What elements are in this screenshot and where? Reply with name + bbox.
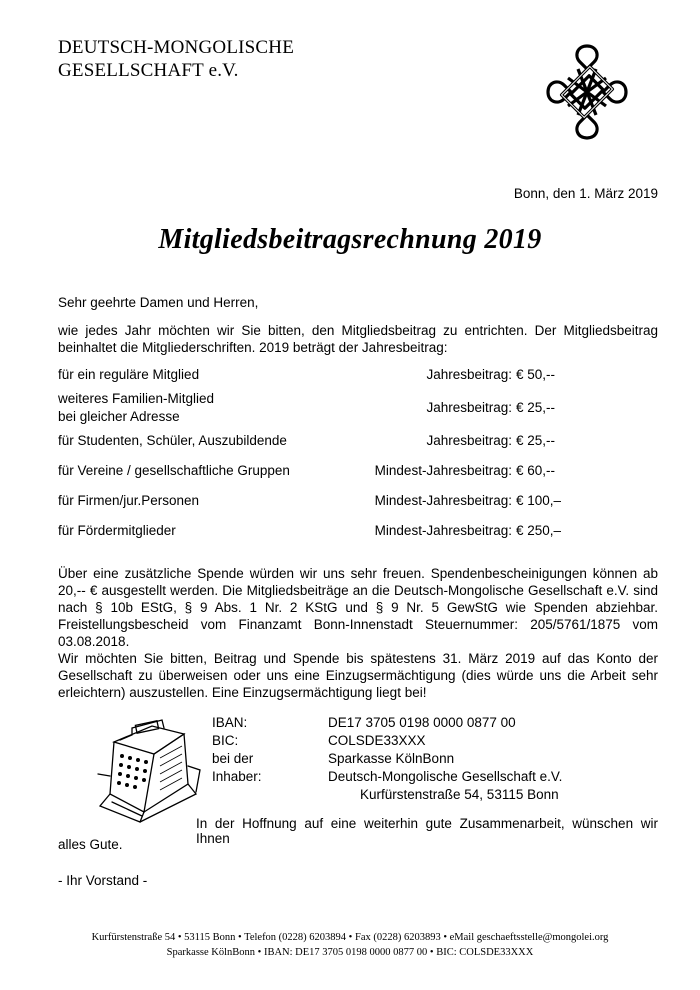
fee-row-name: für Studenten, Schüler, Auszubildende: [58, 433, 287, 448]
donation-paragraph: Über eine zusätzliche Spende würden wir uns sehr freuen. Spendenbescheinigungen können ab 20,-- € ausgestellt werden. Die Mitgliedsbeiträge an die Deutsch-Mongolische Gesellschaft e.V. sind nach § 10b EStG, § 9 Abs. 1 Nr. 2 KStG und § 9 Nr. 5 GewStG wie Spenden abziehbar. Freistellungsbescheid vom Finanzamt Bonn-Innenstadt Steuernummer: 205/5761/1875 vom 03.08.2018.: [58, 566, 658, 649]
fee-row-amount: € 25,--: [516, 400, 556, 415]
fee-row-amount: € 50,--: [516, 367, 556, 382]
closing-line: In der Hoffnung auf eine weiterhin gute Zusammenarbeit, wünschen wir Ihnen: [196, 816, 658, 846]
signature: - Ihr Vorstand -: [58, 873, 148, 888]
fee-row-name: für Vereine / gesellschaftliche Gruppen: [58, 463, 290, 478]
owner-label: Inhaber:: [212, 769, 262, 784]
fee-row-name: für Fördermitglieder: [58, 523, 176, 538]
intro-paragraph: wie jedes Jahr möchten wir Sie bitten, den Mitgliedsbeitrag zu entrichten. Der Mitgliedsbeitrag beinhaltet die Mitgliederschriften. 2019 beträgt der Jahresbeitrag:: [58, 323, 658, 355]
fee-row-amount: € 60,--: [516, 463, 556, 478]
cash-register-icon: [92, 714, 202, 824]
closing-line-end: alles Gute.: [58, 837, 123, 852]
organization-name-line2: GESELLSCHAFT e.V.: [58, 60, 239, 81]
fee-row-label: Jahresbeitrag:: [426, 433, 512, 448]
fee-row-name-line2: bei gleicher Adresse: [58, 409, 180, 424]
document-title: Mitgliedsbeitragsrechnung 2019: [158, 224, 542, 255]
fee-row-name: [58, 390, 214, 426]
salutation: Sehr geehrte Damen und Herren,: [58, 295, 259, 310]
footer-bank: Sparkasse KölnBonn • IBAN: DE17 3705 0198 0000 0877 00 • BIC: COLSDE33XXX: [166, 947, 534, 958]
bic-value: COLSDE33XXX: [328, 733, 426, 748]
owner-value: Deutsch-Mongolische Gesellschaft e.V.: [328, 769, 563, 784]
iban-label: IBAN:: [212, 715, 248, 730]
organization-name: [58, 36, 294, 82]
fee-row-name: für Firmen/jur.Personen: [58, 493, 200, 508]
endless-knot-logo-icon: [544, 42, 630, 142]
fee-row-amount: € 100,–: [516, 493, 562, 508]
fee-row-label: Mindest-Jahresbeitrag:: [374, 523, 512, 538]
bank-label: bei der: [212, 751, 254, 766]
payment-request-paragraph: Wir möchten Sie bitten, Beitrag und Spende bis spätestens 31. März 2019 auf das Konto der Gesellschaft zu überweisen oder uns eine Einzugsermächtigung (dies würde uns die Arbeit sehr erleichtern) auszustellen. Eine Einzugsermächtigung liegt bei!: [58, 651, 658, 700]
letter-date: Bonn, den 1. März 2019: [513, 186, 658, 201]
fee-row-name-line1: weiteres Familien-Mitglied: [58, 391, 215, 406]
fee-row-amount: € 250,–: [516, 523, 562, 538]
fee-row-amount: € 25,--: [516, 433, 556, 448]
fee-row-label: Mindest-Jahresbeitrag:: [374, 493, 512, 508]
fee-row-label: Jahresbeitrag:: [426, 400, 512, 415]
bic-label: BIC:: [212, 733, 239, 748]
organization-name-line1: DEUTSCH-MONGOLISCHE: [58, 37, 295, 58]
fee-row-label: Mindest-Jahresbeitrag:: [374, 463, 512, 478]
fee-row-label: Jahresbeitrag:: [426, 367, 512, 382]
bank-value: Sparkasse KölnBonn: [328, 751, 455, 766]
iban-value: DE17 3705 0198 0000 0877 00: [328, 715, 516, 730]
owner-address: Kurfürstenstraße 54, 53115 Bonn: [360, 787, 559, 802]
fee-row-name: für ein reguläre Mitglied: [58, 367, 200, 382]
footer-address: Kurfürstenstraße 54 • 53115 Bonn • Telefon (0228) 6203894 • Fax (0228) 6203893 • eMail geschaeftsstelle@mongolei.org: [91, 932, 609, 943]
